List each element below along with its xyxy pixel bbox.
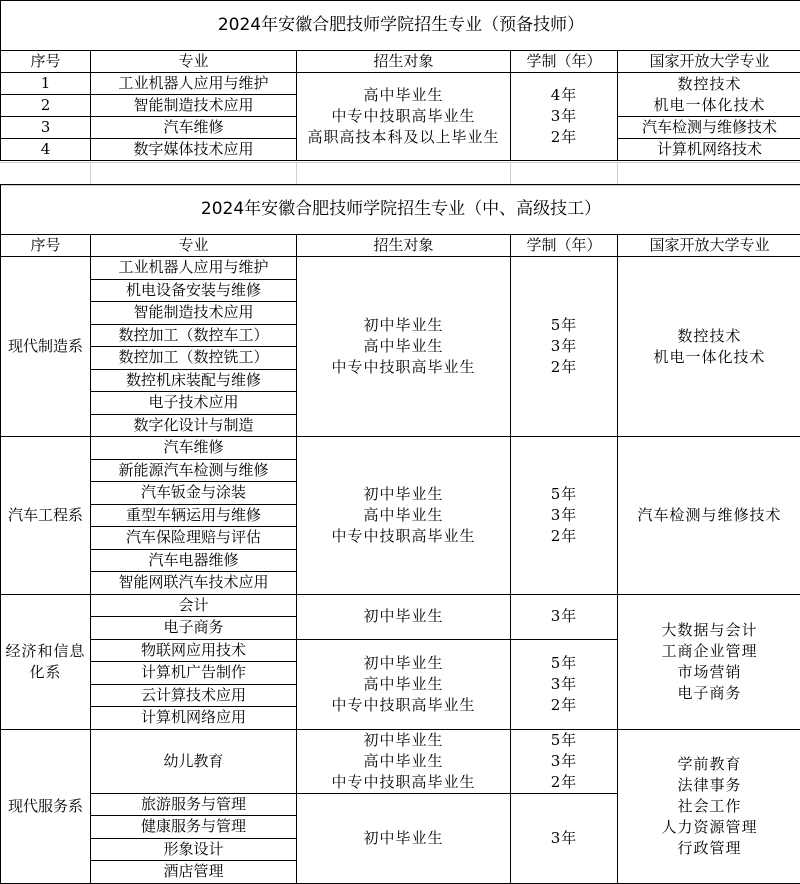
open-univ-line: 电子商务 [618,683,800,704]
open-univ-line: 学前教育 [618,754,800,775]
open-univ-line: 行政管理 [618,838,800,859]
dept-line: 化系 [1,662,90,683]
table-row-major: 机电设备安装与维修 [91,279,297,302]
spacer-gridline [510,162,511,184]
economics-years-b [511,639,618,729]
table-row-no: 1 [1,73,91,95]
table-row-major: 酒店管理 [91,861,297,884]
years-line: 3年 [511,751,617,772]
target-line: 高中毕业生 [297,751,510,772]
open-univ-line: 社会工作 [618,796,800,817]
manufacturing-years [511,257,618,437]
open-univ-line: 大数据与会计 [618,620,800,641]
years-line: 2年 [511,772,617,793]
table1-title: 2024年安徽合肥技师学院招生专业（预备技师） [1,1,800,51]
open-univ-line: 人力资源管理 [618,817,800,838]
table2-header-target: 招生对象 [297,235,511,257]
table-row-major: 汽车维修 [91,117,297,139]
table-row-major: 重型车辆运用与维修 [91,504,297,527]
services-targets-a [297,729,511,793]
services-targets-b [297,793,511,883]
table1-open-univ-c: 计算机网络技术 [618,139,800,161]
open-univ-line: 工商企业管理 [618,641,800,662]
dept-services: 现代服务系 [1,729,91,883]
table-row-no: 2 [1,95,91,117]
target-line: 初中毕业生 [297,653,510,674]
economics-targets-b [297,639,511,729]
years-line: 3年 [511,106,617,127]
target-line: 中专中技职高毕业生 [297,772,510,793]
table2-title: 2024年安徽合肥技师学院招生专业（中、高级技工） [1,185,800,235]
open-univ-line: 机电一体化技术 [618,347,800,368]
table-row-major: 数控加工（数控铣工） [91,347,297,370]
table-row-major: 智能制造技术应用 [91,302,297,325]
manufacturing-targets [297,257,511,437]
table1-open-univ-b: 汽车检测与维修技术 [618,117,800,139]
table-row-major: 新能源汽车检测与维修 [91,459,297,482]
target-line: 中专中技职高毕业生 [297,106,510,127]
table1-header-target: 招生对象 [297,51,511,73]
table1-header-open-univ: 国家开放大学专业 [618,51,800,73]
table-row-major: 智能网联汽车技术应用 [91,572,297,595]
spacer-row [0,162,800,186]
target-line: 初中毕业生 [297,606,510,627]
services-years-a [511,729,618,793]
years-line: 3年 [511,336,617,357]
table-row-major: 形象设计 [91,838,297,861]
table-row-no: 3 [1,117,91,139]
table-row-major: 会计 [91,594,297,617]
table-row-major: 物联网应用技术 [91,639,297,662]
open-univ-line: 市场营销 [618,662,800,683]
years-line: 3年 [511,505,617,526]
target-line: 高中毕业生 [297,674,510,695]
automotive-targets [297,437,511,595]
table-row-major: 工业机器人应用与维护 [91,257,297,280]
table-row-major: 工业机器人应用与维护 [91,73,297,95]
years-line: 2年 [511,526,617,547]
table-senior-technician [0,184,800,884]
target-line: 中专中技职高毕业生 [297,695,510,716]
economics-years-a [511,594,618,639]
years-line: 3年 [511,828,617,849]
years-line: 2年 [511,357,617,378]
automotive-open-univ [618,437,800,595]
services-years-b [511,793,618,883]
table-row-major: 智能制造技术应用 [91,95,297,117]
years-line: 3年 [511,606,617,627]
years-line: 2年 [511,127,617,148]
table-row-major: 数控加工（数控车工） [91,324,297,347]
open-univ-line: 汽车检测与维修技术 [618,505,800,526]
table-row-major: 健康服务与管理 [91,816,297,839]
years-line: 5年 [511,653,617,674]
table-row-major: 汽车钣金与涂装 [91,482,297,505]
table-row-major: 数字化设计与制造 [91,414,297,437]
target-line: 初中毕业生 [297,730,510,751]
spacer-gridline [90,162,91,184]
table2-header-open-univ: 国家开放大学专业 [618,235,800,257]
open-univ-line: 数控技术 [618,74,800,95]
table-row-major: 数控机床装配与维修 [91,369,297,392]
target-line: 中专中技职高毕业生 [297,526,510,547]
target-line: 高职高技本科及以上毕业生 [297,127,510,148]
economics-open-univ [618,594,800,729]
manufacturing-open-univ [618,257,800,437]
target-line: 初中毕业生 [297,828,510,849]
table-row-major: 旅游服务与管理 [91,793,297,816]
table-row-major: 汽车电器维修 [91,549,297,572]
target-line: 高中毕业生 [297,85,510,106]
open-univ-line: 法律事务 [618,775,800,796]
years-line: 5年 [511,315,617,336]
target-line: 初中毕业生 [297,484,510,505]
table-row-major: 计算机广告制作 [91,662,297,685]
table2-header-years: 学制（年） [511,235,618,257]
table1-header-no: 序号 [1,51,91,73]
economics-targets-a [297,594,511,639]
table-row-major: 幼儿教育 [91,729,297,793]
years-line: 5年 [511,730,617,751]
dept-line: 经济和信息 [1,641,90,662]
target-line: 高中毕业生 [297,505,510,526]
table1-years [511,73,618,161]
target-line: 中专中技职高毕业生 [297,357,510,378]
table1-open-univ-a [618,73,800,117]
services-open-univ [618,729,800,883]
dept-manufacturing: 现代制造系 [1,257,91,437]
table1-targets [297,73,511,161]
table-row-major: 计算机网络应用 [91,707,297,730]
spacer-gridline [296,162,297,184]
years-line: 4年 [511,85,617,106]
target-line: 初中毕业生 [297,315,510,336]
table-row-major: 汽车保险理赔与评估 [91,527,297,550]
table1-header-major: 专业 [91,51,297,73]
table2-header-no: 序号 [1,235,91,257]
years-line: 5年 [511,484,617,505]
automotive-years [511,437,618,595]
dept-automotive: 汽车工程系 [1,437,91,595]
table-row-no: 4 [1,139,91,161]
table-row-major: 云计算技术应用 [91,684,297,707]
open-univ-line: 数控技术 [618,326,800,347]
dept-economics [1,594,91,729]
open-univ-line: 机电一体化技术 [618,95,800,116]
target-line: 高中毕业生 [297,336,510,357]
years-line: 2年 [511,695,617,716]
table2-header-major: 专业 [91,235,297,257]
table-preparatory-technician [0,0,800,161]
table-row-major: 数字媒体技术应用 [91,139,297,161]
table1-header-years: 学制（年） [511,51,618,73]
years-line: 3年 [511,674,617,695]
table-row-major: 电子技术应用 [91,392,297,415]
table-row-major: 汽车维修 [91,437,297,460]
table-row-major: 电子商务 [91,617,297,640]
spacer-gridline [617,162,618,184]
